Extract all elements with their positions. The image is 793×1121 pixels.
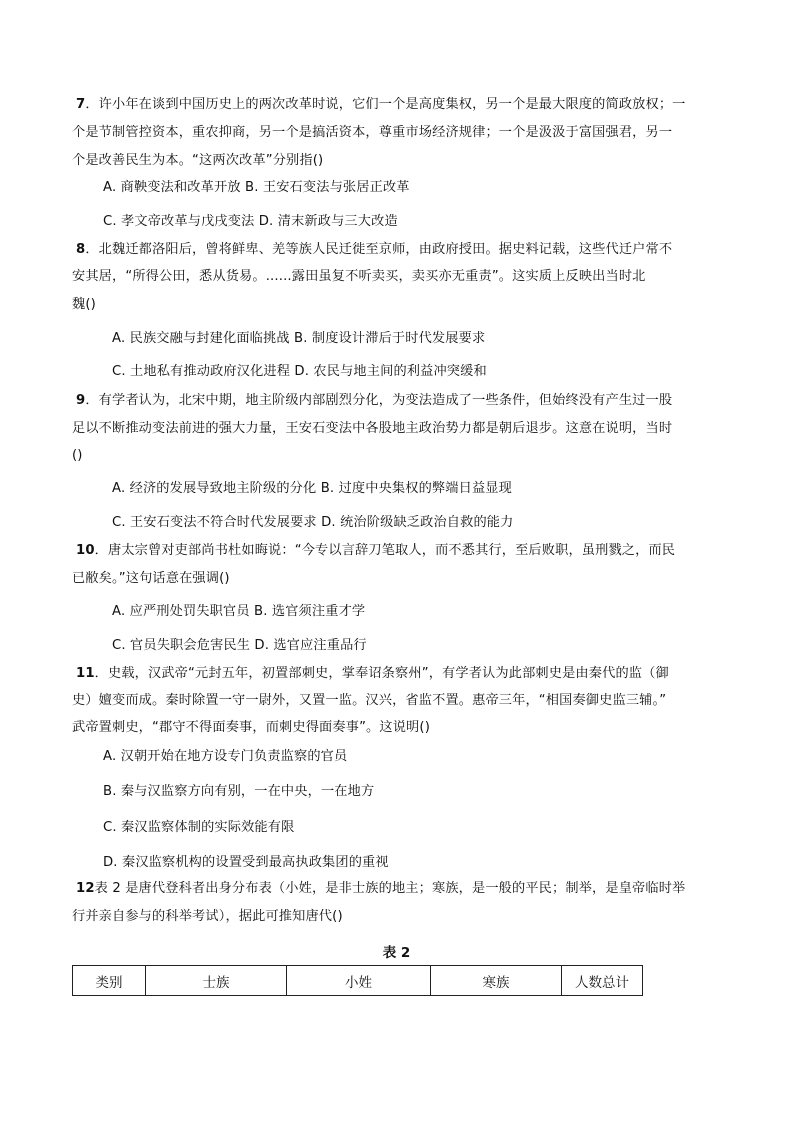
- question-11-option-a: A. 汉朝开始在地方设专门负责监察的官员: [103, 749, 348, 764]
- question-9-line-3: (): [72, 448, 83, 463]
- question-7-options-ab: A. 商鞅变法和改革开放 B. 王安石变法与张居正改革: [103, 180, 410, 195]
- question-8-line-1: 8．北魏迁都洛阳后，曾将鲜卑、羌等族人民迁徙至京师，由政府授田。据史料记载，这些代迁户常不: [76, 242, 673, 257]
- question-11-option-d: D. 秦汉监察机构的设置受到最高执政集团的重视: [103, 855, 389, 870]
- question-7-options-cd: C. 孝文帝改革与戊戌变法 D. 清末新政与三大改造: [103, 214, 398, 229]
- question-12-line-1: 12表 2 是唐代登科者出身分布表（小姓，是非士族的地主；寒族，是一般的平民；制举，是皇帝临时举: [76, 881, 686, 896]
- question-11-option-b: B. 秦与汉监察方向有别，一在中央，一在地方: [103, 784, 375, 799]
- question-11-line-2: 史）嬗变而成。秦时除置一守一尉外，又置一监。汉兴，省监不置。惠帝三年，“相国奏御史监三辅。”: [72, 693, 667, 708]
- question-8-line-2: 安其居，“所得公田，悉从货易。......露田虽复不听卖买，卖买亦无重责”。这实质上反映出当时北: [72, 269, 646, 284]
- question-9-options-cd: C. 王安石变法不符合时代发展要求 D. 统治阶级缺乏政治自救的能力: [112, 515, 514, 530]
- question-9-options-ab: A. 经济的发展导致地主阶级的分化 B. 过度中央集权的弊端日益显现: [112, 481, 512, 496]
- question-7-line-2: 个是节制管控资本，重农抑商，另一个是搞活资本，尊重市场经济规律；一个是汲汲于富国强君，另一: [72, 125, 673, 140]
- question-7-line-3: 个是改善民生为本。“这两次改革”分别指(): [72, 153, 324, 168]
- question-10-line-1: 10．唐太宗曾对吏部尚书杜如晦说：“今专以言辞刀笔取人，而不悉其行，至后败职，虽刑戮之，而民: [76, 543, 676, 558]
- table-caption: 表 2: [382, 945, 411, 961]
- question-9-line-1: 9．有学者认为，北宋中期，地主阶级内部剧烈分化，为变法造成了一些条件，但始终没有产生过一股: [76, 393, 673, 408]
- table-header-row: [73, 966, 643, 996]
- question-12-line-2: 行并亲自参与的科举考试），据此可推知唐代(): [72, 909, 343, 924]
- question-11-line-3: 武帝置刺史，“郡守不得面奏事，而刺史得面奏事”。这说明(): [72, 720, 430, 735]
- question-8-line-3: 魏(): [72, 297, 96, 312]
- table-header-cell: 寒族: [431, 966, 562, 996]
- question-8-options-ab: A. 民族交融与封建化面临挑战 B. 制度设计滞后于时代发展要求: [112, 331, 486, 346]
- question-10-options-cd: C. 官员失职会危害民生 D. 选官应注重品行: [112, 638, 367, 653]
- question-10-options-ab: A. 应严刑处罚失职官员 B. 选官须注重才学: [112, 604, 366, 619]
- table-header-cell: 士族: [146, 966, 287, 996]
- question-8-options-cd: C. 土地私有推动政府汉化进程 D. 农民与地主间的利益冲突缓和: [112, 364, 487, 379]
- data-table: [72, 965, 643, 996]
- table-header-cell: 类别: [73, 966, 146, 996]
- table-header-cell: 小姓: [287, 966, 431, 996]
- question-11-option-c: C. 秦汉监察体制的实际效能有限: [103, 820, 295, 835]
- table-header-cell: 人数总计: [562, 966, 643, 996]
- question-9-line-2: 足以不断推动变法前进的强大力量，王安石变法中各股地主政治势力都是朝后退步。这意在说明，当时: [72, 421, 673, 436]
- question-7-line-1: 7．许小年在谈到中国历史上的两次改革时说，它们一个是高度集权，另一个是最大限度的简政放权；一: [76, 97, 686, 112]
- question-10-line-2: 已敝矣。”这句话意在强调(): [72, 571, 230, 586]
- question-11-line-1: 11．史载，汉武帝“元封五年，初置部刺史，掌奉诏条察州”，有学者认为此部刺史是由秦代的监（御: [76, 666, 669, 681]
